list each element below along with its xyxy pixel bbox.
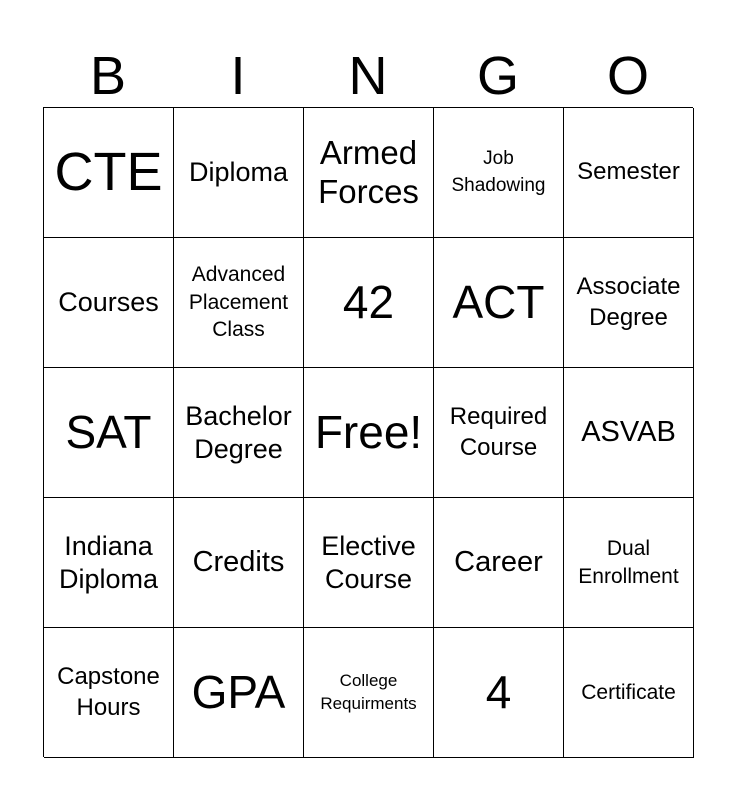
cell-text: Credits bbox=[192, 546, 285, 579]
bingo-cell[interactable] bbox=[434, 238, 564, 368]
bingo-cell[interactable] bbox=[44, 108, 174, 238]
cell-text: ACT bbox=[452, 276, 545, 329]
cell-text: Semester bbox=[577, 158, 680, 186]
cell-text: SAT bbox=[65, 406, 152, 459]
cell-text: Armed Forces bbox=[318, 133, 419, 210]
cell-text: 4 bbox=[485, 666, 512, 719]
header-letter-o: O bbox=[606, 46, 649, 106]
bingo-cell[interactable] bbox=[434, 108, 564, 238]
bingo-cell[interactable] bbox=[174, 498, 304, 628]
bingo-cell[interactable] bbox=[304, 628, 434, 758]
bingo-cell[interactable] bbox=[174, 238, 304, 368]
bingo-cell[interactable] bbox=[564, 498, 694, 628]
cell-text: Capstone Hours bbox=[57, 662, 160, 721]
cell-text: Certificate bbox=[581, 680, 676, 704]
bingo-cell[interactable] bbox=[434, 498, 564, 628]
cell-text: ASVAB bbox=[581, 416, 676, 449]
bingo-cell[interactable] bbox=[44, 238, 174, 368]
cell-text: CTE bbox=[54, 142, 163, 203]
header-letter-b: B bbox=[89, 46, 127, 106]
header-letter-i: I bbox=[230, 46, 246, 106]
cell-text: College Requirments bbox=[320, 670, 417, 713]
bingo-cell[interactable] bbox=[564, 368, 694, 498]
bingo-board bbox=[43, 107, 693, 757]
bingo-cell[interactable] bbox=[564, 108, 694, 238]
cell-text: Required Course bbox=[449, 402, 548, 461]
bingo-cell[interactable] bbox=[174, 628, 304, 758]
cell-text: Diploma bbox=[188, 157, 289, 188]
bingo-cell[interactable] bbox=[564, 628, 694, 758]
bingo-cell[interactable] bbox=[304, 498, 434, 628]
cell-text: Associate Degree bbox=[576, 272, 681, 331]
bingo-header bbox=[43, 44, 693, 108]
cell-text: 42 bbox=[342, 276, 395, 329]
bingo-cell[interactable] bbox=[304, 108, 434, 238]
bingo-cell[interactable] bbox=[44, 628, 174, 758]
free-space[interactable] bbox=[304, 368, 434, 498]
cell-text: GPA bbox=[191, 666, 286, 719]
bingo-cell[interactable] bbox=[174, 368, 304, 498]
cell-text: Career bbox=[454, 546, 543, 579]
header-letter-n: N bbox=[348, 46, 388, 106]
cell-text: Courses bbox=[58, 287, 159, 318]
bingo-cell[interactable] bbox=[44, 368, 174, 498]
bingo-cell[interactable] bbox=[174, 108, 304, 238]
cell-text: Job Shadowing bbox=[451, 148, 546, 196]
bingo-cell[interactable] bbox=[44, 498, 174, 628]
header-letter-g: G bbox=[476, 46, 519, 106]
cell-text: Elective Course bbox=[321, 531, 416, 594]
bingo-cell[interactable] bbox=[564, 238, 694, 368]
cell-text: Indiana Diploma bbox=[58, 531, 159, 594]
cell-text: Advanced Placement Class bbox=[188, 262, 289, 342]
bingo-cell[interactable] bbox=[434, 368, 564, 498]
bingo-cell[interactable] bbox=[304, 238, 434, 368]
cell-text: Dual Enrollment bbox=[578, 536, 679, 588]
cell-text: Bachelor Degree bbox=[185, 401, 292, 464]
cell-text: Free! bbox=[314, 406, 423, 459]
bingo-cell[interactable] bbox=[434, 628, 564, 758]
